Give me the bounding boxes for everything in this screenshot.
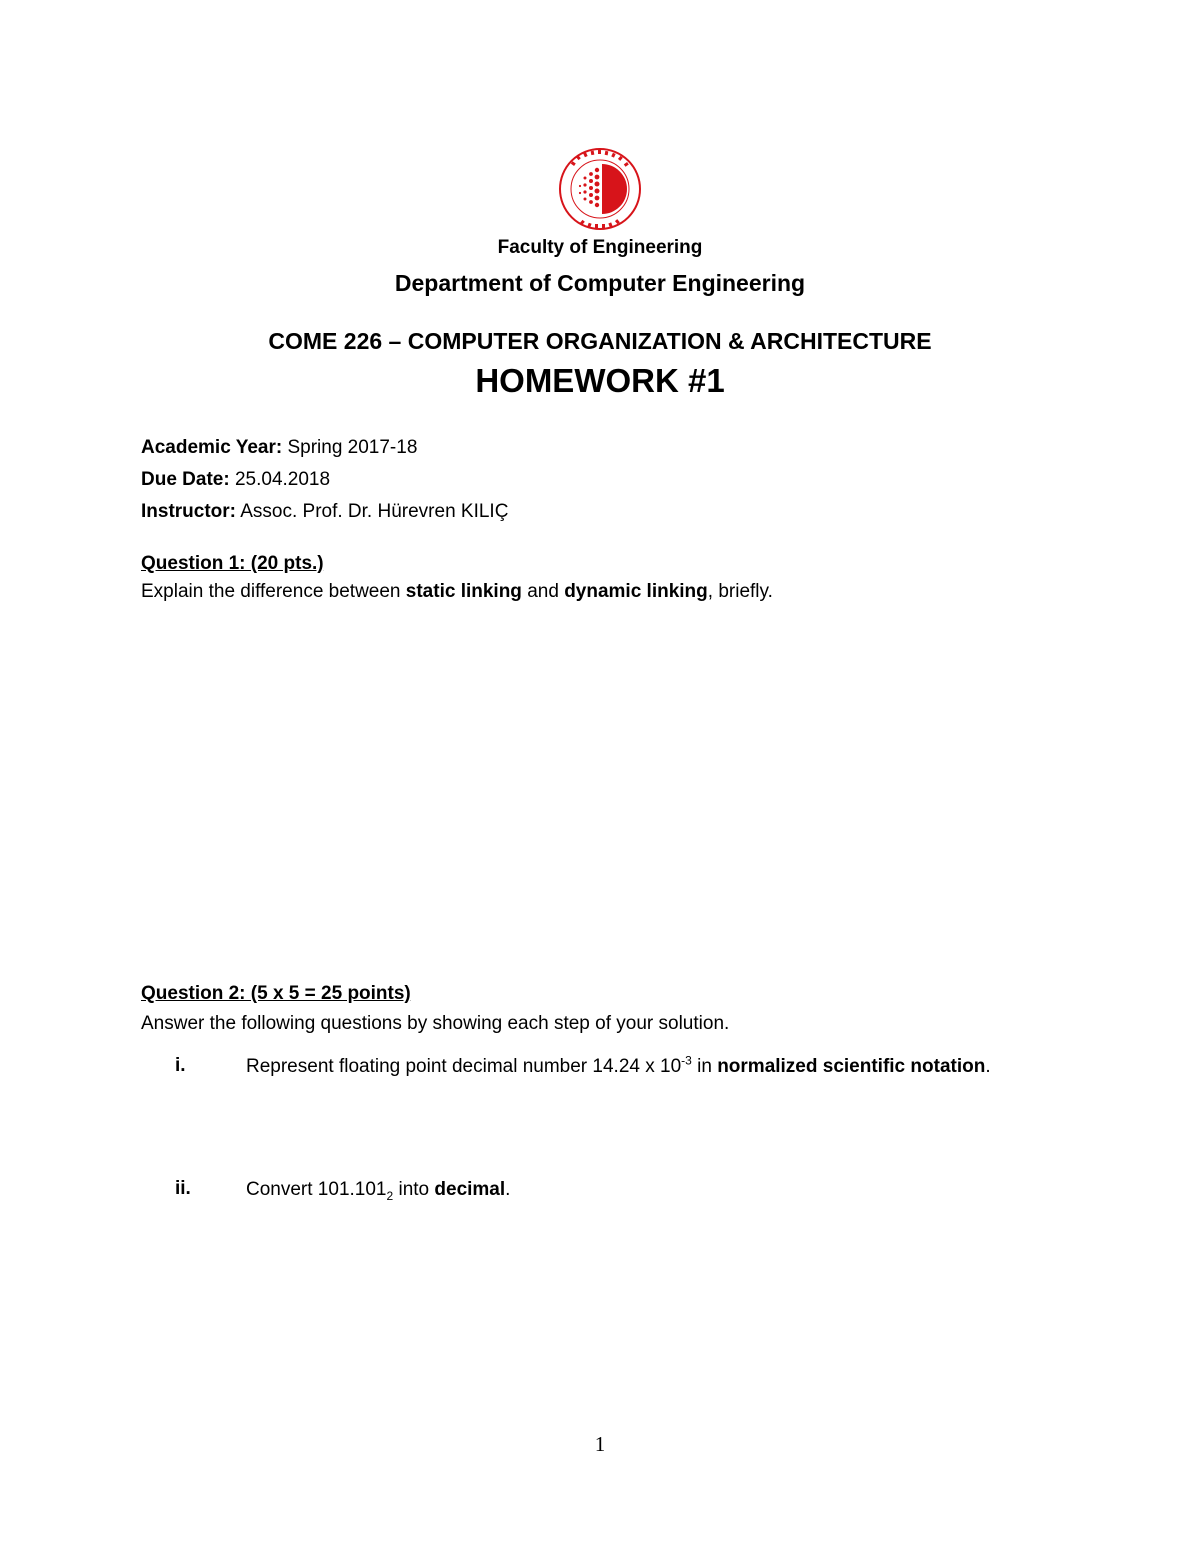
page-number: 1	[594, 1432, 606, 1456]
question-2-item-1-text	[246, 1051, 1026, 1083]
question-1-dynamic-linking: dynamic linking	[564, 581, 708, 602]
question-1-static-linking: static linking	[405, 581, 522, 602]
university-logo	[557, 146, 643, 232]
item-2-post: .	[505, 1179, 511, 1200]
due-date-label: Due Date:	[141, 469, 230, 490]
item-1-pre: Represent floating point decimal number 14.24 x 10	[246, 1056, 682, 1077]
item-2-pre: Convert 101.101	[246, 1179, 387, 1200]
item-2-base: 2	[386, 1188, 394, 1203]
due-date-value: 25.04.2018	[234, 469, 331, 490]
instructor-label: Instructor:	[141, 501, 236, 522]
academic-year-label: Academic Year:	[141, 437, 283, 458]
question-1-text-post: , briefly.	[707, 581, 773, 602]
item-1-post: .	[985, 1056, 991, 1077]
instructor-value: Assoc. Prof. Dr. Hürevren KILIÇ	[240, 501, 509, 522]
faculty-name: Faculty of Engineering	[497, 237, 703, 258]
item-1-bold: normalized scientific notation	[717, 1056, 986, 1077]
item-1-exponent: -3	[681, 1053, 692, 1068]
question-2-item-2-text	[246, 1174, 1026, 1206]
department-name: Department of Computer Engineering	[394, 270, 806, 296]
academic-year-value: Spring 2017-18	[287, 437, 418, 458]
instructor	[141, 501, 508, 523]
question-1-title: Question 1: (20 pts.)	[141, 553, 324, 574]
homework-title: HOMEWORK #1	[475, 362, 725, 399]
question-1-text-pre: Explain the difference between	[141, 581, 406, 602]
question-2-item-1-number: i.	[175, 1055, 186, 1076]
item-2-mid: into	[393, 1179, 435, 1200]
question-2-item-2-number: ii.	[175, 1178, 191, 1199]
question-1-text-mid: and	[521, 581, 565, 602]
course-title: COME 226 – COMPUTER ORGANIZATION & ARCHITECTURE	[268, 328, 932, 354]
item-2-bold: decimal	[434, 1179, 506, 1200]
university-seal-icon	[557, 146, 643, 232]
question-1-text	[141, 581, 773, 603]
question-2-title: Question 2: (5 x 5 = 25 points)	[141, 983, 411, 1004]
question-2-intro: Answer the following questions by showing each step of your solution.	[141, 1013, 730, 1034]
item-1-mid: in	[691, 1056, 718, 1077]
academic-year	[141, 437, 417, 459]
due-date	[141, 469, 330, 491]
